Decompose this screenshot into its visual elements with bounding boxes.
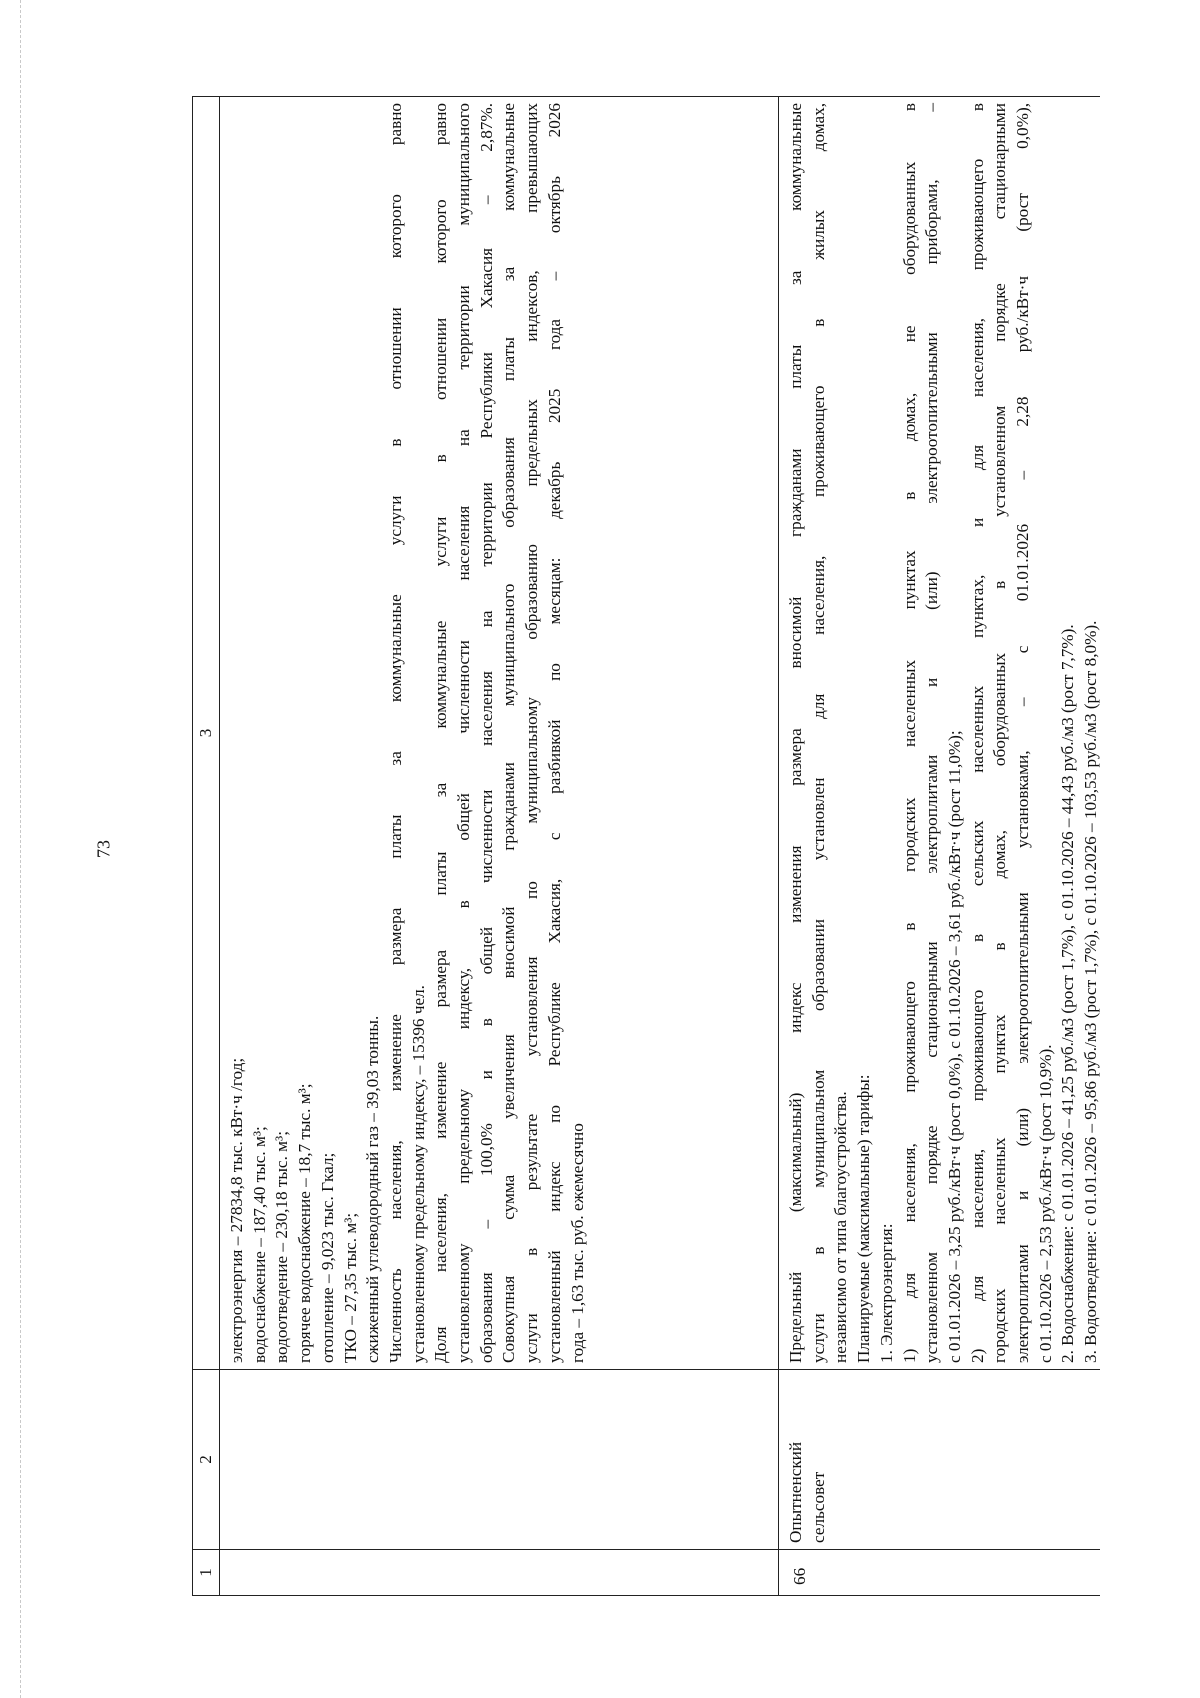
desc-line: ТКО – 27,35 тыс. м³; bbox=[340, 1212, 360, 1363]
desc-line: услуги в муниципальном образовании установлен для населения, проживающего в жилых домах, bbox=[808, 103, 828, 1363]
page-number: 73 bbox=[93, 840, 114, 858]
desc-line: Предельный (максимальный) индекс изменения размера вносимой гражданами платы за коммунальные bbox=[786, 103, 805, 1363]
desc-line: образования – 100,0% и в общей численности населения на территории Республики Хакасия – 2,87%. bbox=[476, 103, 496, 1363]
header-row bbox=[193, 97, 220, 1596]
desc-line: установленному предельному индексу, в общей численности населения на территории муниципального bbox=[454, 103, 474, 1363]
desc-line: электроэнергия – 27834,8 тыс. кВт·ч /год; bbox=[227, 1057, 246, 1363]
desc-line: 3. Водоотведение: с 01.01.2026 – 95,86 руб./м3 (рост 1,7%), с 01.10.2026 – 103,53 руб./м3 (рост 8,0%). bbox=[1081, 620, 1100, 1363]
desc-line: услуги в результате установления по муниципальному образованию предельных индексов, превышающих bbox=[522, 103, 542, 1363]
desc-line: сжиженный углеводородный газ – 39,03 тонны. bbox=[363, 1015, 383, 1363]
desc-line: с 01.01.2026 – 3,25 руб./кВт·ч (рост 0,0%), с 01.10.2026 – 3,61 руб./кВт·ч (рост 11,0%); bbox=[944, 730, 964, 1363]
tariff-table bbox=[192, 96, 1100, 1596]
desc-line: установленному предельному индексу, – 15396 чел. bbox=[408, 985, 428, 1363]
desc-line: Доля населения, изменение размера платы за коммунальные услуги в отношении которого равно bbox=[431, 103, 451, 1363]
row-number bbox=[220, 1550, 779, 1596]
desc-line: водоснабжение – 187,40 тыс. м³; bbox=[249, 1126, 269, 1363]
desc-line: водоотведение – 230,18 тыс. м³; bbox=[272, 1131, 292, 1363]
table-row bbox=[779, 97, 1101, 1596]
header-col-1: 1 bbox=[193, 1550, 220, 1596]
row-description bbox=[220, 97, 779, 1370]
scan-edge-line bbox=[20, 0, 21, 1698]
desc-line: Планируемые (максимальные) тарифы: bbox=[854, 1074, 874, 1363]
desc-line: электроплитами и (или) электроотопительными установками, – с 01.01.2026 – 2,28 руб./кВт·ч (рост 0,0%), bbox=[1013, 103, 1033, 1363]
municipality-name: Опытненский сельсовет bbox=[779, 1370, 1101, 1550]
desc-line: 1. Электроэнергия: bbox=[876, 1223, 896, 1363]
desc-line: 1) для населения, проживающего в городских населенных пунктах в домах, не оборудованных в bbox=[899, 103, 919, 1363]
header-col-3: 3 bbox=[193, 97, 220, 1370]
desc-line: Совокупная сумма увеличения вносимой гражданами муниципального образования платы за коммунальные bbox=[499, 103, 519, 1363]
rotated-table-region bbox=[192, 96, 1100, 1596]
desc-line: независимо от типа благоустройства. bbox=[831, 1091, 851, 1363]
desc-line: 2) для населения, проживающего в сельских населенных пунктах, и для населения, проживающего в bbox=[967, 103, 987, 1363]
desc-line: отопление – 9,023 тыс. Гкал; bbox=[317, 1152, 337, 1363]
header-col-2: 2 bbox=[193, 1370, 220, 1550]
desc-line: года – 1,63 тыс. руб. ежемесячно bbox=[567, 1123, 587, 1363]
desc-line: 2. Водоснабжение: с 01.01.2026 – 41,25 руб./м3 (рост 1,7%), с 01.10.2026 – 44,43 руб./м3 (рост 7,7%). bbox=[1058, 624, 1078, 1363]
row-description bbox=[779, 97, 1101, 1370]
row-number: 66 bbox=[779, 1550, 1101, 1596]
desc-line: горячее водоснабжение – 18,7 тыс. м³; bbox=[295, 1083, 315, 1363]
desc-line: установленном порядке стационарными электроплитами и (или) электроотопительными приборами, – bbox=[922, 103, 942, 1363]
desc-line: Численность населения, изменение размера платы за коммунальные услуги в отношении которого равно bbox=[385, 103, 405, 1363]
desc-line: городских населенных пунктах в домах, оборудованных в установленном порядке стационарными bbox=[990, 103, 1010, 1363]
municipality-name bbox=[220, 1370, 779, 1550]
desc-line: с 01.10.2026 – 2,53 руб./кВт·ч (рост 10,9%). bbox=[1035, 1044, 1055, 1363]
table-row bbox=[220, 97, 779, 1596]
desc-line: установленный индекс по Республике Хакасия, с разбивкой по месяцам: декабрь 2025 года – октябрь 2026 bbox=[544, 103, 564, 1363]
